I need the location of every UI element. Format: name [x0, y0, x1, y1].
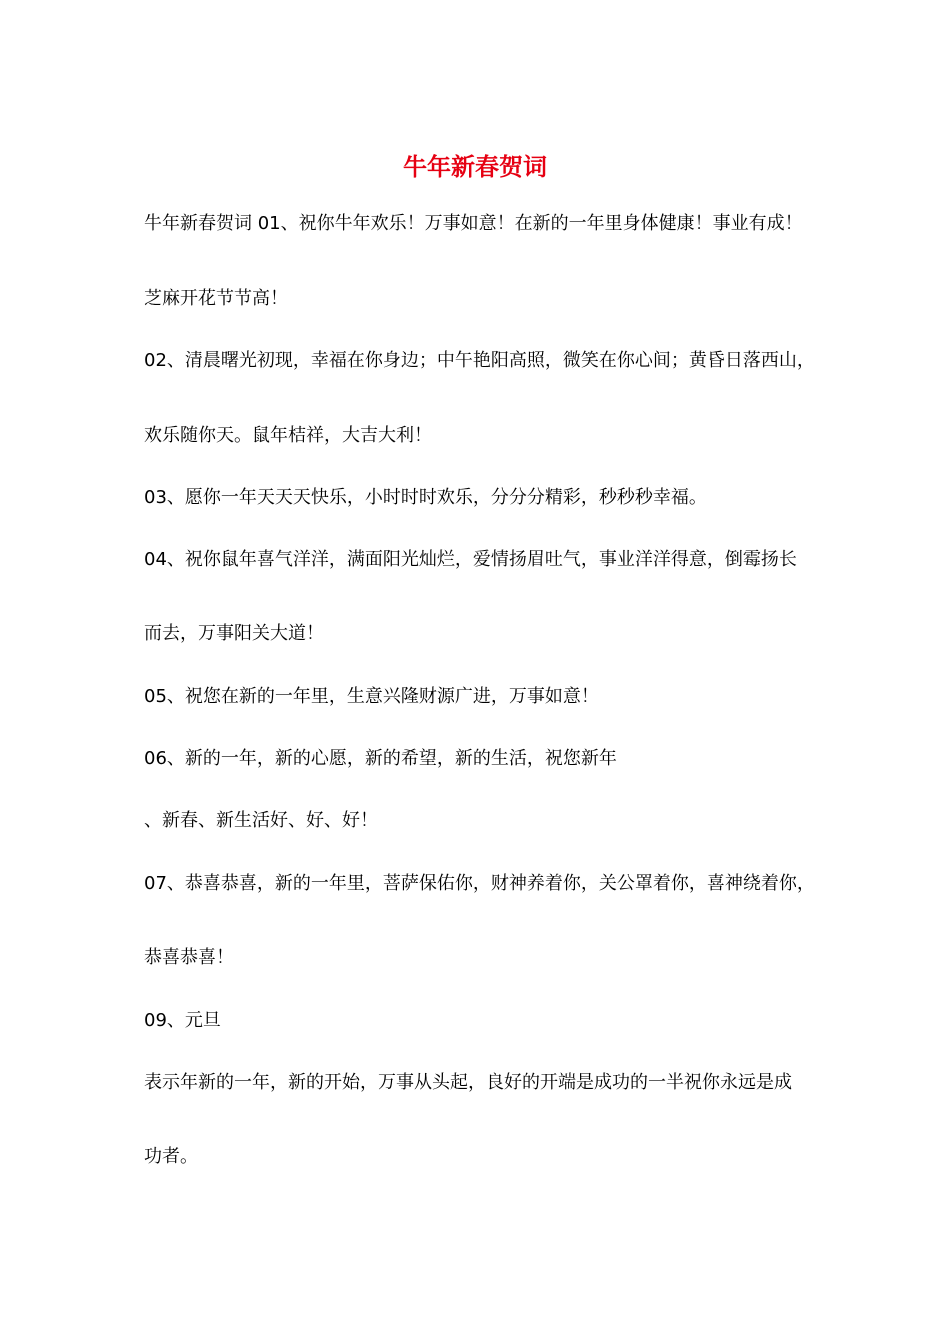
paragraph-line: 、新春、新生活好、好、好！ — [144, 810, 378, 831]
paragraph-line: 04、祝你鼠年喜气洋洋，满面阳光灿烂，爱情扬眉吐气，事业洋洋得意，倒霉扬长 — [144, 549, 797, 570]
paragraph-line: 09、元旦 — [144, 1010, 221, 1031]
paragraph-line: 03、愿你一年天天天快乐，小时时时欢乐，分分分精彩，秒秒秒幸福。 — [144, 487, 707, 508]
paragraph-line: 芝麻开花节节高！ — [144, 288, 288, 309]
paragraph-line: 07、恭喜恭喜，新的一年里，菩萨保佑你，财神养着你，关公罩着你，喜神绕着你， — [144, 873, 815, 894]
paragraph-line: 牛年新春贺词 01、祝你牛年欢乐！万事如意！在新的一年里身体健康！事业有成！ — [144, 213, 803, 234]
paragraph-line: 欢乐随你天。鼠年桔祥，大吉大利！ — [144, 425, 432, 446]
paragraph-line: 02、清晨曙光初现，幸福在你身边；中午艳阳高照，微笑在你心间；黄昏日落西山， — [144, 350, 815, 371]
paragraph-line: 功者。 — [144, 1146, 198, 1167]
paragraph-line: 而去，万事阳关大道！ — [144, 623, 324, 644]
page-title: 牛年新春贺词 — [403, 152, 547, 181]
paragraph-line: 06、新的一年，新的心愿，新的希望，新的生活，祝您新年 — [144, 748, 617, 769]
paragraph-line: 恭喜恭喜！ — [144, 947, 234, 968]
paragraph-line: 表示年新的一年，新的开始，万事从头起，良好的开端是成功的一半祝你永远是成 — [144, 1072, 792, 1093]
paragraph-line: 05、祝您在新的一年里，生意兴隆财源广进，万事如意！ — [144, 686, 599, 707]
